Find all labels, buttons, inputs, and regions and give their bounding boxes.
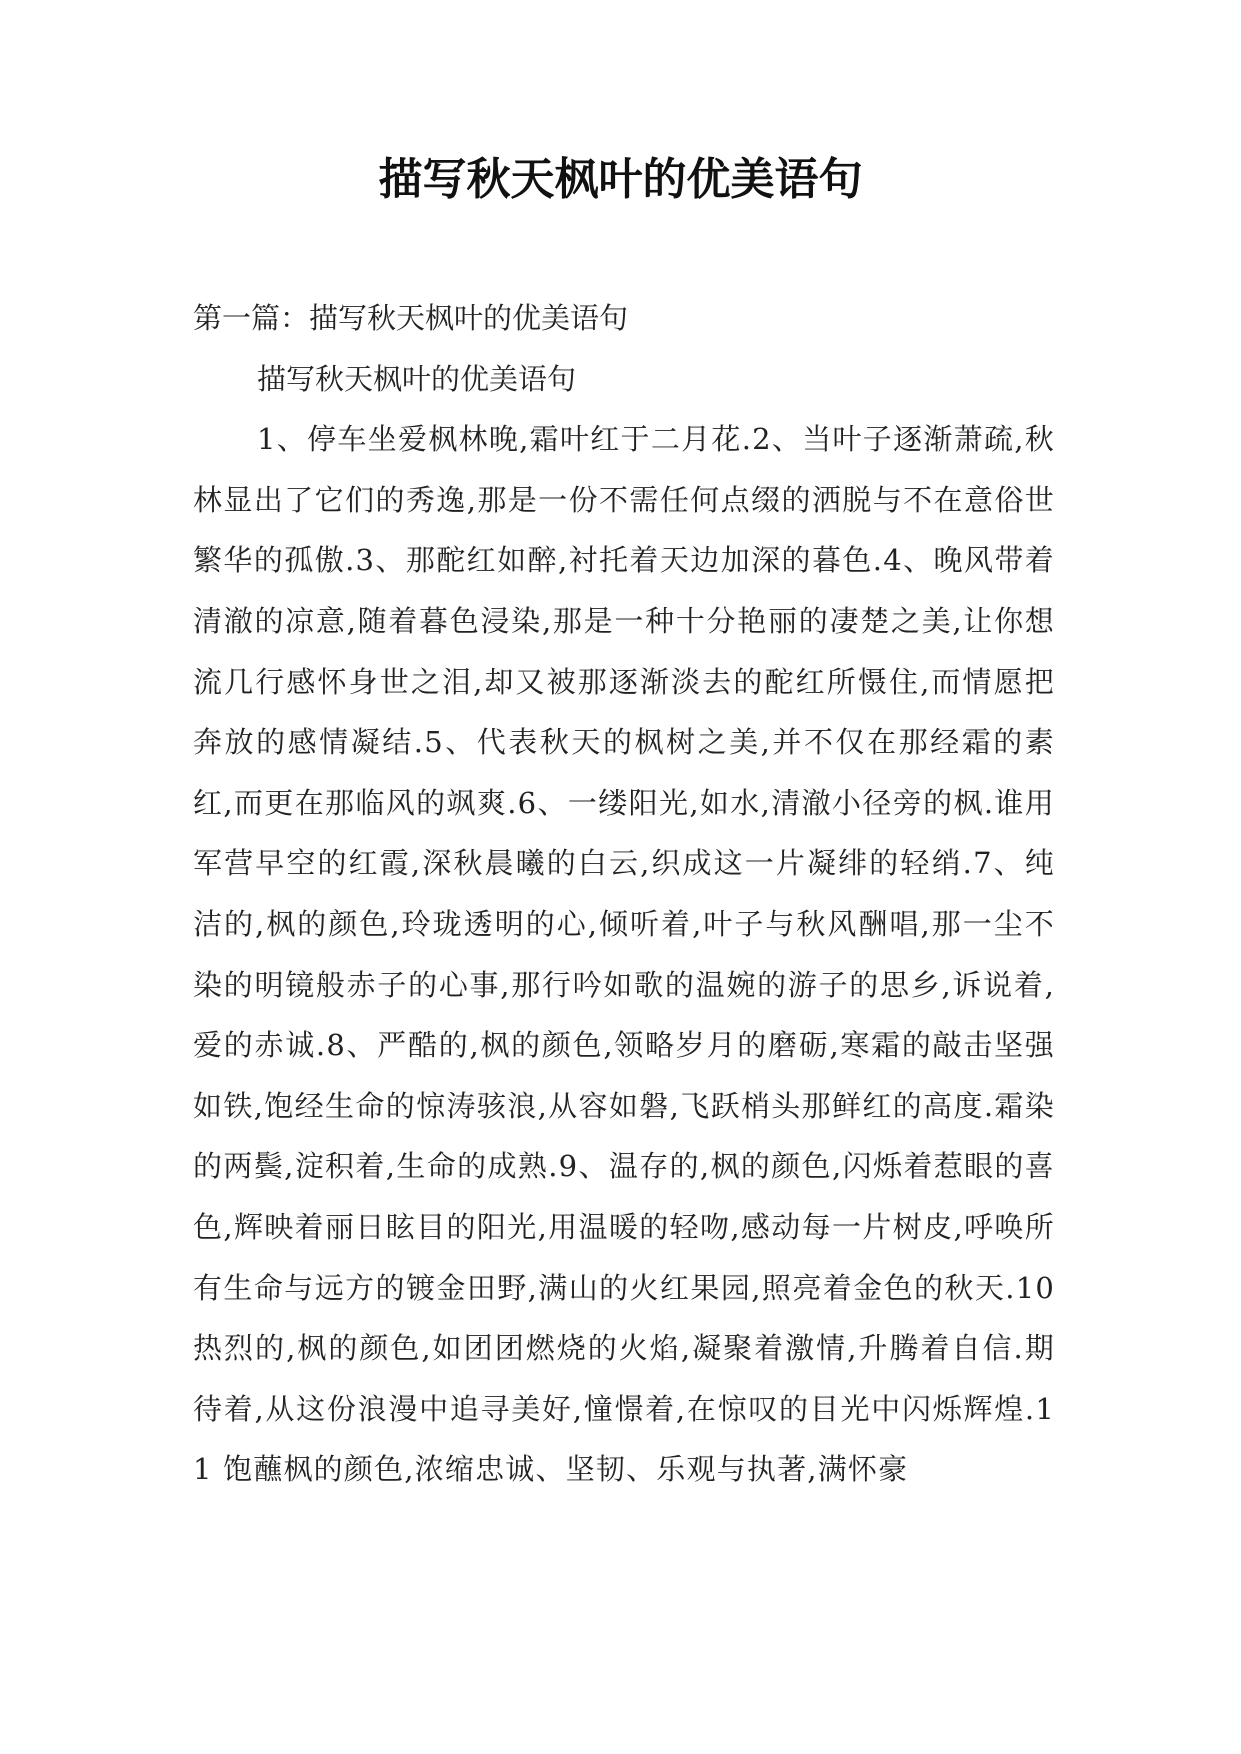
sub-heading: 描写秋天枫叶的优美语句 (257, 361, 577, 396)
body-paragraph: 1、停车坐爱枫林晚,霜叶红于二月花.2、当叶子逐渐萧疏,秋林显出了它们的秀逸,那是一份不需任何点缀的洒脱与不在意俗世繁华的孤傲.3、那酡红如醉,衬托着天边加深的暮色.4、晚风带着清澈的凉意,随着暮色浸染,那是一种十分艳丽的凄楚之美,让你想流几行感怀身世之泪,却又被那逐渐淡去的酡红所慑住,而情愿把奔放的感情凝结.5、代表秋天的枫树之美,并不仅在那经霜的素红,而更在那临风的飒爽.6、一缕阳光,如水,清澈小径旁的枫.谁用军营早空的红霞,深秋晨曦的白云,织成这一片凝绯的轻绡.7、纯洁的,枫的颜色,玲珑透明的心,倾听着,叶子与秋风酬唱,那一尘不染的明镜般赤子的心事,那行吟如歌的温婉的游子的思乡,诉说着,爱的赤诚.8、严酷的,枫的颜色,领略岁月的磨砺,寒霜的敲击坚强如铁,饱经生命的惊涛骇浪,从容如磐,飞跃梢头那鲜红的高度.霜染的两鬓,淀积着,生命的成熟.9、温存的,枫的颜色,闪烁着惹眼的喜色,辉映着丽日眩目的阳光,用温暖的轻吻,感动每一片树皮,呼唤所有生命与远方的镀金田野,满山的火红果园,照亮着金色的秋天.10 热烈的,枫的颜色,如团团燃烧的火焰,凝聚着激情,升腾着自信.期待着,从这份浪漫中追寻美好,憧憬着,在惊叹的目光中闪烁辉煌.11 饱蘸枫的颜色,浓缩忠诚、坚韧、乐观与执著,满怀豪 (193, 422, 1055, 1487)
section-heading: 第一篇：描写秋天枫叶的优美语句 (193, 301, 629, 335)
document-title: 描写秋天枫叶的优美语句 (378, 154, 863, 205)
document-content (193, 288, 1055, 1500)
